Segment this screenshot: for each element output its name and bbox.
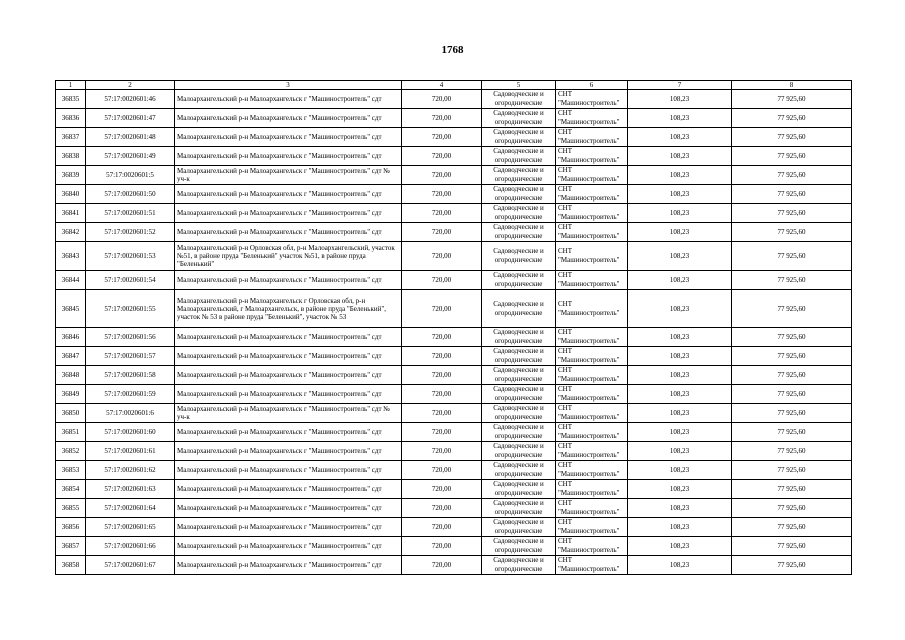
specific-value-cell: 108,23 <box>628 328 732 347</box>
partnership-cell: СНТ "Машиностроитель" <box>556 90 628 109</box>
area-cell: 720,00 <box>402 223 482 242</box>
partnership-cell: СНТ "Машиностроитель" <box>556 109 628 128</box>
cadastral-number-cell: 57:17:0020601:53 <box>86 242 175 271</box>
page-number: 1768 <box>441 44 464 56</box>
address-cell: Малоархангельский р-н Малоархангельск г "Машиностроитель" сдт <box>175 480 402 499</box>
partnership-cell: СНТ "Машиностроитель" <box>556 242 628 271</box>
column-header: 1 <box>56 81 86 90</box>
area-cell: 720,00 <box>402 442 482 461</box>
area-cell: 720,00 <box>402 90 482 109</box>
partnership-cell: СНТ "Машиностроитель" <box>556 518 628 537</box>
cadastral-value-cell: 77 925,60 <box>732 366 852 385</box>
area-cell: 720,00 <box>402 423 482 442</box>
address-cell: Малоархангельский р-н Малоархангельск г "Машиностроитель" сдт <box>175 223 402 242</box>
cadastral-value-cell: 77 925,60 <box>732 271 852 290</box>
cadastral-number-cell: 57:17:0020601:57 <box>86 347 175 366</box>
cadastral-number-cell: 57:17:0020601:52 <box>86 223 175 242</box>
table-row <box>56 423 852 442</box>
cadastral-value-cell: 77 925,60 <box>732 480 852 499</box>
area-cell: 720,00 <box>402 347 482 366</box>
table-row <box>56 90 852 109</box>
row-number-cell: 36852 <box>56 442 86 461</box>
address-cell: Малоархангельский р-н Малоархангельск г "Машиностроитель" сдт <box>175 204 402 223</box>
address-cell: Малоархангельский р-н Малоархангельск г "Машиностроитель" сдт <box>175 461 402 480</box>
row-number-cell: 36856 <box>56 518 86 537</box>
table-row <box>56 204 852 223</box>
row-number-cell: 36841 <box>56 204 86 223</box>
cadastral-value-cell: 77 925,60 <box>732 499 852 518</box>
partnership-cell: СНТ "Машиностроитель" <box>556 366 628 385</box>
table-row <box>56 537 852 556</box>
partnership-cell: СНТ "Машиностроитель" <box>556 385 628 404</box>
cadastral-value-cell: 77 925,60 <box>732 109 852 128</box>
table-row <box>56 242 852 271</box>
specific-value-cell: 108,23 <box>628 185 732 204</box>
cadastral-number-cell: 57:17:0020601:65 <box>86 518 175 537</box>
cadastral-number-cell: 57:17:0020601:51 <box>86 204 175 223</box>
specific-value-cell: 108,23 <box>628 290 732 328</box>
specific-value-cell: 108,23 <box>628 385 732 404</box>
partnership-cell: СНТ "Машиностроитель" <box>556 166 628 185</box>
cadastral-number-cell: 57:17:0020601:49 <box>86 147 175 166</box>
row-number-cell: 36843 <box>56 242 86 271</box>
column-header: 6 <box>556 81 628 90</box>
cadastral-number-cell: 57:17:0020601:63 <box>86 480 175 499</box>
land-use-cell: Садоводческие и огороднические <box>482 385 556 404</box>
specific-value-cell: 108,23 <box>628 404 732 423</box>
land-use-cell: Садоводческие и огороднические <box>482 404 556 423</box>
column-header: 5 <box>482 81 556 90</box>
cadastral-number-cell: 57:17:0020601:5 <box>86 166 175 185</box>
partnership-cell: СНТ "Машиностроитель" <box>556 328 628 347</box>
column-header: 3 <box>175 81 402 90</box>
cadastral-value-cell: 77 925,60 <box>732 290 852 328</box>
land-use-cell: Садоводческие и огороднические <box>482 366 556 385</box>
table-row <box>56 166 852 185</box>
land-use-cell: Садоводческие и огороднические <box>482 204 556 223</box>
cadastral-number-cell: 57:17:0020601:60 <box>86 423 175 442</box>
cadastral-number-cell: 57:17:0020601:59 <box>86 385 175 404</box>
area-cell: 720,00 <box>402 537 482 556</box>
table-body <box>56 90 852 575</box>
land-use-cell: Садоводческие и огороднические <box>482 271 556 290</box>
table-row <box>56 556 852 575</box>
specific-value-cell: 108,23 <box>628 242 732 271</box>
row-number-cell: 36858 <box>56 556 86 575</box>
specific-value-cell: 108,23 <box>628 423 732 442</box>
partnership-cell: СНТ "Машиностроитель" <box>556 461 628 480</box>
specific-value-cell: 108,23 <box>628 537 732 556</box>
specific-value-cell: 108,23 <box>628 480 732 499</box>
cadastral-number-cell: 57:17:0020601:62 <box>86 461 175 480</box>
area-cell: 720,00 <box>402 480 482 499</box>
partnership-cell: СНТ "Машиностроитель" <box>556 404 628 423</box>
cadastral-value-cell: 77 925,60 <box>732 166 852 185</box>
partnership-cell: СНТ "Машиностроитель" <box>556 290 628 328</box>
cadastral-value-cell: 77 925,60 <box>732 518 852 537</box>
address-cell: Малоархангельский р-н Малоархангельск г "Машиностроитель" сдт <box>175 385 402 404</box>
specific-value-cell: 108,23 <box>628 204 732 223</box>
partnership-cell: СНТ "Машиностроитель" <box>556 128 628 147</box>
address-cell: Малоархангельский р-н Малоархангельск г "Машиностроитель" сдт <box>175 499 402 518</box>
row-number-cell: 36836 <box>56 109 86 128</box>
row-number-cell: 36855 <box>56 499 86 518</box>
land-use-cell: Садоводческие и огороднические <box>482 442 556 461</box>
cadastral-number-cell: 57:17:0020601:58 <box>86 366 175 385</box>
column-header: 4 <box>402 81 482 90</box>
row-number-cell: 36835 <box>56 90 86 109</box>
address-cell: Малоархангельский р-н Малоархангельск г "Машиностроитель" сдт <box>175 442 402 461</box>
land-use-cell: Садоводческие и огороднические <box>482 223 556 242</box>
address-cell: Малоархангельский р-н Малоархангельск г "Машиностроитель" сдт <box>175 128 402 147</box>
partnership-cell: СНТ "Машиностроитель" <box>556 442 628 461</box>
address-cell: Малоархангельский р-н Малоархангельск г "Машиностроитель" сдт № уч-к <box>175 404 402 423</box>
table-row <box>56 185 852 204</box>
cadastral-value-cell: 77 925,60 <box>732 128 852 147</box>
land-use-cell: Садоводческие и огороднические <box>482 90 556 109</box>
row-number-cell: 36857 <box>56 537 86 556</box>
cadastral-number-cell: 57:17:0020601:6 <box>86 404 175 423</box>
cadastral-number-cell: 57:17:0020601:67 <box>86 556 175 575</box>
area-cell: 720,00 <box>402 185 482 204</box>
address-cell: Малоархангельский р-н Малоархангельск г "Машиностроитель" сдт № уч-к <box>175 166 402 185</box>
partnership-cell: СНТ "Машиностроитель" <box>556 147 628 166</box>
address-cell: Малоархангельский р-н Малоархангельск г "Машиностроитель" сдт <box>175 328 402 347</box>
row-number-cell: 36847 <box>56 347 86 366</box>
partnership-cell: СНТ "Машиностроитель" <box>556 223 628 242</box>
row-number-cell: 36851 <box>56 423 86 442</box>
area-cell: 720,00 <box>402 166 482 185</box>
area-cell: 720,00 <box>402 461 482 480</box>
area-cell: 720,00 <box>402 128 482 147</box>
row-number-cell: 36842 <box>56 223 86 242</box>
cadastral-number-cell: 57:17:0020601:47 <box>86 109 175 128</box>
table-row <box>56 147 852 166</box>
table-row <box>56 347 852 366</box>
column-header: 7 <box>628 81 732 90</box>
area-cell: 720,00 <box>402 147 482 166</box>
cadastral-value-cell: 77 925,60 <box>732 147 852 166</box>
partnership-cell: СНТ "Машиностроитель" <box>556 271 628 290</box>
column-header: 8 <box>732 81 852 90</box>
cadastral-value-cell: 77 925,60 <box>732 328 852 347</box>
area-cell: 720,00 <box>402 404 482 423</box>
table-row <box>56 442 852 461</box>
cadastral-value-cell: 77 925,60 <box>732 385 852 404</box>
column-header: 2 <box>86 81 175 90</box>
cadastral-value-cell: 77 925,60 <box>732 204 852 223</box>
area-cell: 720,00 <box>402 499 482 518</box>
land-use-cell: Садоводческие и огороднические <box>482 423 556 442</box>
specific-value-cell: 108,23 <box>628 366 732 385</box>
row-number-cell: 36850 <box>56 404 86 423</box>
table-row <box>56 128 852 147</box>
partnership-cell: СНТ "Машиностроитель" <box>556 556 628 575</box>
table-row <box>56 290 852 328</box>
specific-value-cell: 108,23 <box>628 442 732 461</box>
address-cell: Малоархангельский р-н Малоархангельск г "Машиностроитель" сдт <box>175 366 402 385</box>
row-number-cell: 36839 <box>56 166 86 185</box>
area-cell: 720,00 <box>402 328 482 347</box>
area-cell: 720,00 <box>402 290 482 328</box>
land-use-cell: Садоводческие и огороднические <box>482 109 556 128</box>
row-number-cell: 36845 <box>56 290 86 328</box>
cadastral-number-cell: 57:17:0020601:54 <box>86 271 175 290</box>
land-use-cell: Садоводческие и огороднические <box>482 147 556 166</box>
row-number-cell: 36849 <box>56 385 86 404</box>
cadastral-value-cell: 77 925,60 <box>732 404 852 423</box>
specific-value-cell: 108,23 <box>628 271 732 290</box>
specific-value-cell: 108,23 <box>628 499 732 518</box>
address-cell: Малоархангельский р-н Малоархангельск г "Машиностроитель" сдт <box>175 185 402 204</box>
specific-value-cell: 108,23 <box>628 461 732 480</box>
table-row <box>56 499 852 518</box>
address-cell: Малоархангельский р-н Малоархангельск г "Машиностроитель" сдт <box>175 147 402 166</box>
address-cell: Малоархангельский р-н Малоархангельск г "Машиностроитель" сдт <box>175 109 402 128</box>
row-number-cell: 36844 <box>56 271 86 290</box>
land-use-cell: Садоводческие и огороднические <box>482 185 556 204</box>
cadastral-value-cell: 77 925,60 <box>732 185 852 204</box>
table-row <box>56 109 852 128</box>
table-row <box>56 328 852 347</box>
area-cell: 720,00 <box>402 271 482 290</box>
specific-value-cell: 108,23 <box>628 109 732 128</box>
land-use-cell: Садоводческие и огороднические <box>482 242 556 271</box>
table-row <box>56 404 852 423</box>
cadastral-value-cell: 77 925,60 <box>732 347 852 366</box>
specific-value-cell: 108,23 <box>628 128 732 147</box>
land-use-cell: Садоводческие и огороднические <box>482 290 556 328</box>
partnership-cell: СНТ "Машиностроитель" <box>556 537 628 556</box>
table-row <box>56 385 852 404</box>
table-row <box>56 518 852 537</box>
row-number-cell: 36848 <box>56 366 86 385</box>
address-cell: Малоархангельский р-н Малоархангельск г "Машиностроитель" сдт <box>175 423 402 442</box>
specific-value-cell: 108,23 <box>628 556 732 575</box>
land-use-cell: Садоводческие и огороднические <box>482 347 556 366</box>
specific-value-cell: 108,23 <box>628 166 732 185</box>
land-use-cell: Садоводческие и огороднические <box>482 480 556 499</box>
land-use-cell: Садоводческие и огороднические <box>482 556 556 575</box>
row-number-cell: 36838 <box>56 147 86 166</box>
specific-value-cell: 108,23 <box>628 223 732 242</box>
address-cell: Малоархангельский р-н Малоархангельск г "Машиностроитель" сдт <box>175 271 402 290</box>
address-cell: Малоархангельский р-н Малоархангельск г "Машиностроитель" сдт <box>175 347 402 366</box>
land-use-cell: Садоводческие и огороднические <box>482 328 556 347</box>
address-cell: Малоархангельский р-н Малоархангельск г "Машиностроитель" сдт <box>175 556 402 575</box>
cadastral-number-cell: 57:17:0020601:66 <box>86 537 175 556</box>
cadastral-number-cell: 57:17:0020601:61 <box>86 442 175 461</box>
cadastral-value-cell: 77 925,60 <box>732 223 852 242</box>
land-use-cell: Садоводческие и огороднические <box>482 461 556 480</box>
cadastral-value-cell: 77 925,60 <box>732 423 852 442</box>
cadastral-number-cell: 57:17:0020601:56 <box>86 328 175 347</box>
area-cell: 720,00 <box>402 518 482 537</box>
row-number-cell: 36853 <box>56 461 86 480</box>
cadastral-number-cell: 57:17:0020601:64 <box>86 499 175 518</box>
specific-value-cell: 108,23 <box>628 90 732 109</box>
land-use-cell: Садоводческие и огороднические <box>482 499 556 518</box>
cadastral-value-cell: 77 925,60 <box>732 442 852 461</box>
partnership-cell: СНТ "Машиностроитель" <box>556 499 628 518</box>
land-register-table <box>55 80 852 575</box>
address-cell: Малоархангельский р-н Малоархангельск г "Машиностроитель" сдт <box>175 90 402 109</box>
column-number-row <box>56 81 852 90</box>
cadastral-number-cell: 57:17:0020601:48 <box>86 128 175 147</box>
specific-value-cell: 108,23 <box>628 518 732 537</box>
table-row <box>56 461 852 480</box>
address-cell: Малоархангельский р-н Малоархангельск г "Машиностроитель" сдт <box>175 518 402 537</box>
cadastral-number-cell: 57:17:0020601:46 <box>86 90 175 109</box>
specific-value-cell: 108,23 <box>628 147 732 166</box>
area-cell: 720,00 <box>402 556 482 575</box>
row-number-cell: 36854 <box>56 480 86 499</box>
cadastral-value-cell: 77 925,60 <box>732 556 852 575</box>
area-cell: 720,00 <box>402 109 482 128</box>
cadastral-value-cell: 77 925,60 <box>732 461 852 480</box>
area-cell: 720,00 <box>402 204 482 223</box>
cadastral-number-cell: 57:17:0020601:55 <box>86 290 175 328</box>
row-number-cell: 36840 <box>56 185 86 204</box>
address-cell: Малоархангельский р-н Малоархангельск г "Машиностроитель" сдт <box>175 537 402 556</box>
land-use-cell: Садоводческие и огороднические <box>482 518 556 537</box>
specific-value-cell: 108,23 <box>628 347 732 366</box>
area-cell: 720,00 <box>402 366 482 385</box>
address-cell: Малоархангельский р-н Малоархангельск г Орловская обл, р-н Малоархангельский, г Малоархангельск, в районе пруда "Беленький", участок № 53 в районе пруда "Беленький", участок № 53 <box>175 290 402 328</box>
partnership-cell: СНТ "Машиностроитель" <box>556 347 628 366</box>
table-row <box>56 480 852 499</box>
cadastral-value-cell: 77 925,60 <box>732 242 852 271</box>
row-number-cell: 36846 <box>56 328 86 347</box>
partnership-cell: СНТ "Машиностроитель" <box>556 423 628 442</box>
partnership-cell: СНТ "Машиностроитель" <box>556 480 628 499</box>
row-number-cell: 36837 <box>56 128 86 147</box>
cadastral-number-cell: 57:17:0020601:50 <box>86 185 175 204</box>
area-cell: 720,00 <box>402 242 482 271</box>
cadastral-value-cell: 77 925,60 <box>732 537 852 556</box>
table-row <box>56 223 852 242</box>
partnership-cell: СНТ "Машиностроитель" <box>556 204 628 223</box>
table-row <box>56 271 852 290</box>
land-use-cell: Садоводческие и огороднические <box>482 537 556 556</box>
area-cell: 720,00 <box>402 385 482 404</box>
land-use-cell: Садоводческие и огороднические <box>482 166 556 185</box>
partnership-cell: СНТ "Машиностроитель" <box>556 185 628 204</box>
address-cell: Малоархангельский р-н Орловская обл, р-н Малоархангельский, участок №51, в районе пруда "Беленький" участок №51, в районе пруда "Беленький" <box>175 242 402 271</box>
table-row <box>56 366 852 385</box>
cadastral-value-cell: 77 925,60 <box>732 90 852 109</box>
land-use-cell: Садоводческие и огороднические <box>482 128 556 147</box>
